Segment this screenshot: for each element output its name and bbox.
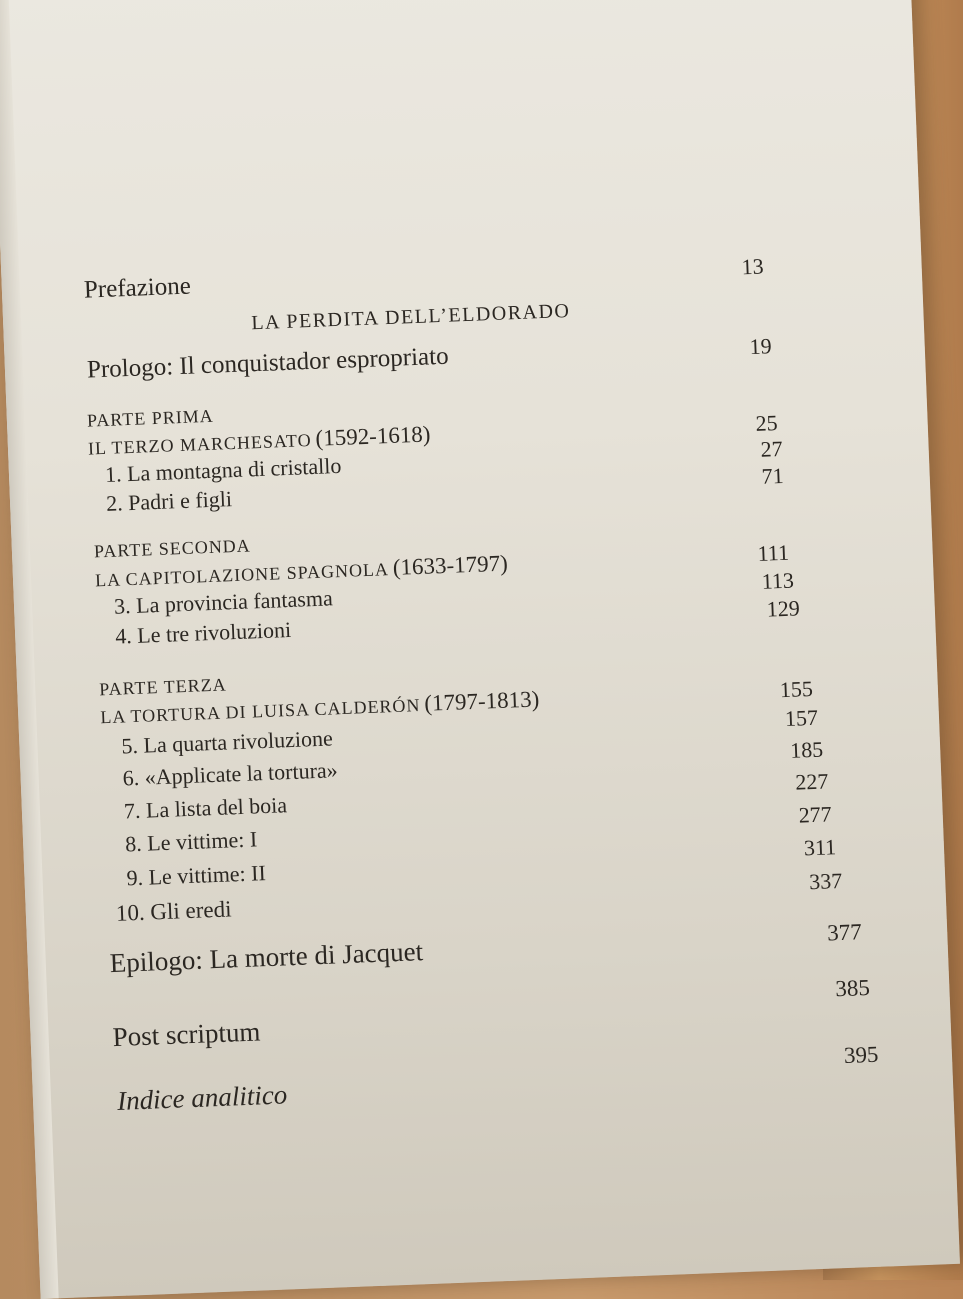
toc-parte-seconda-label: PARTE SECONDA [93, 535, 252, 562]
toc-chapter-10-title: 10. Gli eredi [115, 896, 232, 926]
toc-entry-indice-title: Indice analitico [116, 1079, 288, 1116]
toc-chapter-1-title: 1. La montagna di cristallo [104, 452, 342, 487]
toc-chapter-8-page: 277 [798, 801, 833, 828]
toc-parte-seconda-title: LA CAPITOLAZIONE SPAGNOLA [94, 559, 390, 591]
toc-chapter-3-title: 3. La provincia fantasma [113, 585, 334, 619]
toc-parte-seconda-page: 111 [757, 539, 790, 566]
toc-chapter-1-page: 27 [760, 435, 784, 462]
toc-entry-prologo-title: Prologo: Il conquistador espropriato [86, 342, 450, 384]
toc-entry-indice-page: 395 [843, 1041, 879, 1069]
toc-chapter-5-page: 157 [784, 704, 819, 732]
toc-entry-epilogo-title: Epilogo: La morte di Jacquet [109, 936, 424, 979]
toc-parte-prima-label: PARTE PRIMA [86, 405, 215, 431]
toc-chapter-10-page: 337 [808, 867, 843, 895]
toc-chapter-2-page: 71 [761, 462, 785, 489]
toc-parte-terza-page: 155 [779, 675, 814, 703]
page-edge [0, 0, 59, 1299]
toc-parte-prima-page: 25 [755, 410, 779, 436]
toc-entry-prefazione-page: 13 [741, 253, 765, 280]
toc-chapter-9-page: 311 [803, 834, 837, 861]
toc-parte-terza-years: (1797-1813) [423, 686, 540, 716]
toc-parte-prima-title: IL TERZO MARCHESATO [87, 430, 312, 459]
toc-entry-prefazione-title: Prefazione [83, 272, 192, 304]
toc-parte-prima-years: (1592-1618) [315, 421, 431, 451]
toc-chapter-2-title: 2. Padri e figli [105, 486, 233, 516]
toc-chapter-7-page: 227 [794, 768, 829, 795]
toc-chapter-4-page: 129 [766, 595, 801, 622]
toc-chapter-9-title: 9. Le vittime: II [126, 860, 267, 891]
toc-entry-post-scriptum-page: 385 [834, 974, 871, 1002]
toc-chapter-6-page: 185 [789, 736, 824, 763]
toc-entry-epilogo-page: 377 [826, 919, 863, 946]
toc-parte-terza-label: PARTE TERZA [98, 674, 228, 700]
toc-entry-prologo-page: 19 [749, 333, 773, 360]
toc-chapter-4-title: 4. Le tre rivoluzioni [114, 616, 292, 649]
toc-entry-post-scriptum-title: Post scriptum [112, 1016, 261, 1053]
toc-main-heading: LA PERDITA DELL’ELDORADO [250, 299, 571, 335]
toc-parte-terza-title: LA TORTURA DI LUISA CALDERÓN [100, 695, 421, 728]
toc-chapter-8-title: 8. Le vittime: I [124, 826, 258, 857]
toc-chapter-6-title: 6. «Applicate la tortura» [122, 757, 339, 791]
toc-chapter-5-title: 5. La quarta rivoluzione [121, 725, 334, 759]
toc-chapter-3-page: 113 [761, 567, 795, 594]
toc-parte-seconda-years: (1633-1797) [392, 550, 509, 580]
toc-chapter-7-title: 7. La lista del boia [123, 792, 288, 824]
